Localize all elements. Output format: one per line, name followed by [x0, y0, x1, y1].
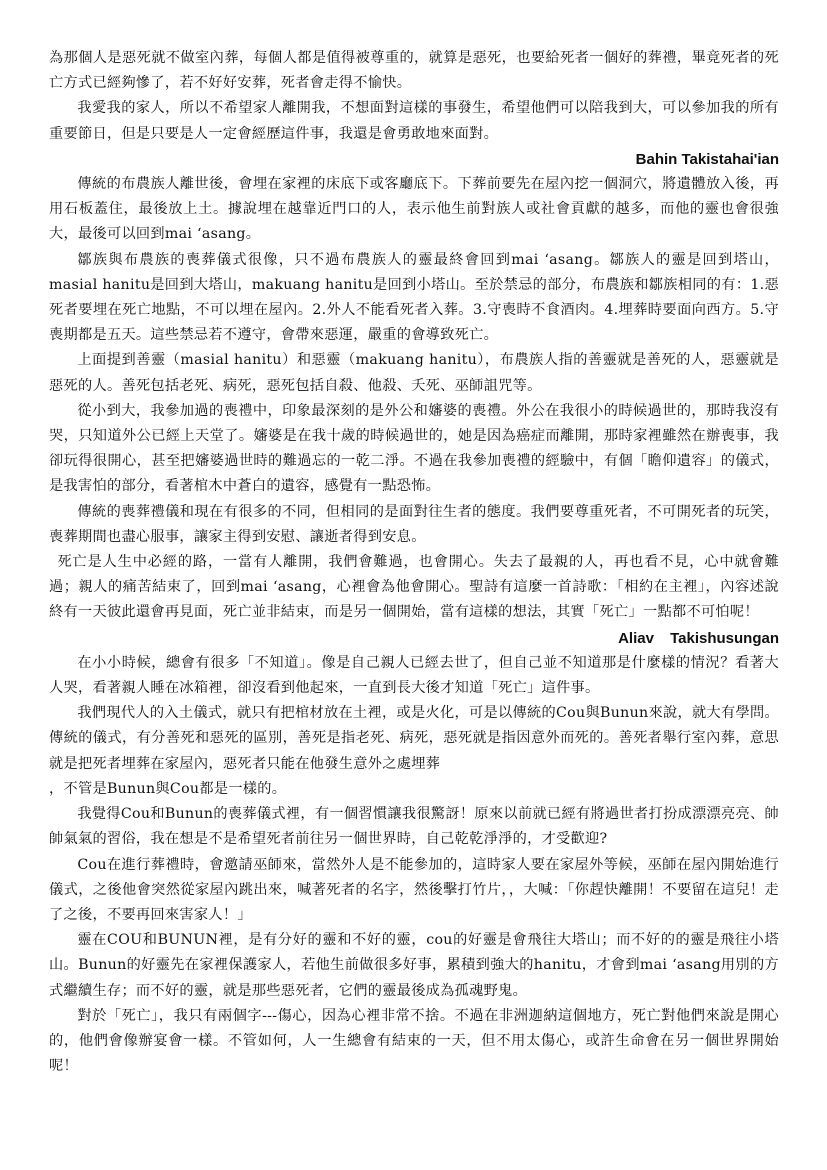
paragraph-6: 從小到大，我參加過的喪禮中，印象最深刻的是外公和嬸婆的喪禮。外公在我很小的時候過世的，那時我沒有哭，只知道外公已經上天堂了。嬸婆是在我十歲的時候過世的，她是因為癌症而離開，那時家裡雖然在辦喪事，我卻玩得很開心，甚至把嬸婆過世時的難過忘的一乾二淨。不過在我參加喪禮的經驗中，有個「瞻仰遺容」的儀式，是我害怕的部分，看著棺木中蒼白的遺容，感覺有一點恐怖。: [49, 402, 779, 495]
author-signature-1: Bahin Takistahai'ian: [635, 150, 779, 168]
paragraph-9: 在小小時候，總會有很多「不知道」。像是自己親人已經去世了，但自己並不知道那是什麼樣的情況？看著大人哭，看著親人睡在冰箱裡，卻沒看到他起來，一直到長大後才知道「死亡」這件事。: [49, 654, 779, 697]
paragraph-7: 傳統的喪葬禮儀和現在有很多的不同，但相同的是面對往生者的態度。我們要尊重死者，不可開死者的玩笑，喪葬期間也盡心服事，讓家主得到安慰、讓逝者得到安息。: [49, 503, 779, 545]
paragraph-4: 鄒族與布農族的喪葬儀式很像，只不過布農族人的靈最終會回到mai ‘asang。鄒族人的靈是回到塔山，masial hanitu是回到大塔山，makuang hanitu是回到小塔山。至於禁忌的部分，布農族和鄒族相同的有：1.惡死者要埋在死亡地點，不可以埋在屋內。2.外人不能看死者入葬。3.守喪時不食酒肉。4.埋葬時要面向西方。5.守喪期都是五天。這些禁忌若不遵守，會帶來惡運，嚴重的會導致死亡。: [49, 251, 779, 344]
paragraph-1: 為那個人是惡死就不做室內葬，每個人都是值得被尊重的，就算是惡死，也要給死者一個好的葬禮，畢竟死者的死亡方式已經夠慘了，若不好好安葬，死者會走得不愉快。: [49, 50, 779, 92]
paragraph-2: 我愛我的家人，所以不希望家人離開我，不想面對這樣的事發生，希望他們可以陪我到大，可以參加我的所有重要節日，但是只要是人一定會經歷這件事，我還是會勇敢地來面對。: [49, 100, 779, 142]
document-page: [49, 46, 779, 1079]
paragraph-3: 傳統的布農族人離世後，會埋在家裡的床底下或客廳底下。下葬前要先在屋內挖一個洞穴，將遺體放入後，再用石板蓋住，最後放上土。據說埋在越靠近門口的人，表示他生前對族人或社會貢獻的越多，而他的靈也會很強大，最後可以回到mai ‘asang。: [49, 176, 779, 243]
paragraph-13: 靈在COU和BUNUN裡，是有分好的靈和不好的靈，cou的好靈是會飛往大塔山；而不好的的靈是飛往小塔山。Bunun的好靈先在家裡保護家人，若他生前做很多好事，累積到強大的hanitu，才會到mai ‘asang用別的方式繼續生存；而不好的靈，就是那些惡死者，它們的靈最後成為孤魂野鬼。: [49, 932, 779, 999]
paragraph-10-continuation: ，不管是Bunun與Cou都是一樣的。: [49, 780, 287, 797]
paragraph-10: 我們現代人的入土儀式，就只有把棺材放在土裡，或是火化，可是以傳統的Cou與Bunun來說，就大有學問。傳統的儀式，有分善死和惡死的區別，善死是指老死、病死，惡死就是指因意外而死的。善死者舉行室內葬，意思就是把死者埋葬在家屋內，惡死者只能在他發生意外之處埋葬: [49, 705, 779, 772]
paragraph-14: 對於「死亡」，我只有兩個字---傷心，因為心裡非常不捨。不過在非洲迦納這個地方，死亡對他們來說是開心的，他們會像辦宴會一樣。不管如何，人一生總會有結束的一天，但不用太傷心，或許生命會在另一個世界開始呢！: [49, 1007, 779, 1075]
paragraph-8: 死亡是人生中必經的路，一當有人離開，我們會難過，也會開心。失去了最親的人，再也看不見，心中就會難過；親人的痛苦結束了，回到mai ‘asang，心裡會為他會開心。聖詩有這麼一首詩歌：「相約在主裡」，內容述說終有一天彼此還會再見面，死亡並非結束，而是另一個開始，當有這樣的想法，其實「死亡」一點都不可怕呢！: [49, 554, 779, 621]
paragraph-5: 上面提到善靈（masial hanitu）和惡靈（makuang hanitu），布農族人指的善靈就是善死的人，惡靈就是惡死的人。善死包括老死、病死，惡死包括自殺、他殺、夭死、巫師詛咒等。: [49, 352, 779, 394]
paragraph-12: Cou在進行葬禮時，會邀請巫師來，當然外人是不能參加的，這時家人要在家屋外等候，巫師在屋內開始進行儀式，之後他會突然從家屋內跳出來，喊著死者的名字，然後擊打竹片，，大喊：「你趕快離開！不要留在這兒！走了之後，不要再回來害家人！」: [49, 856, 779, 923]
paragraph-11: 我覺得Cou和Bunun的喪葬儀式裡，有一個習慣讓我很驚訝！原來以前就已經有將過世者打扮成漂漂亮亮、帥帥氣氣的習俗，我在想是不是希望死者前往另一個世界時，自己乾乾淨淨的，才受歡迎?: [49, 806, 779, 848]
author-signature-2: Aliav Takishusungan: [618, 629, 779, 647]
